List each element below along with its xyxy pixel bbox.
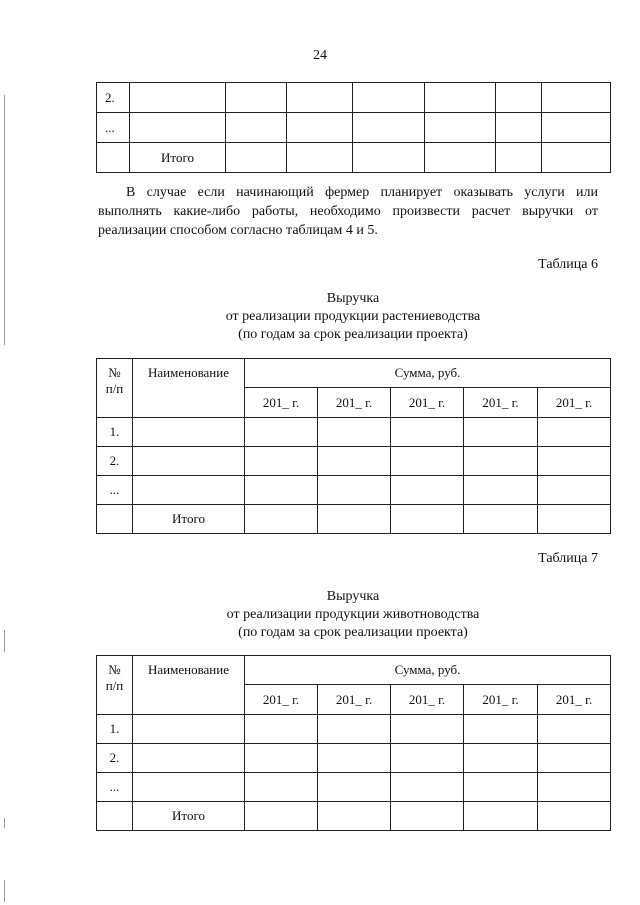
col-number-header [97, 359, 133, 418]
year-header: 201_ г. [538, 685, 611, 715]
row-number: 1. [97, 715, 133, 744]
table6 [96, 358, 611, 534]
year-header: 201_ г. [464, 685, 538, 715]
year-header: 201_ г. [245, 685, 318, 715]
table7-label: Таблица 7 [538, 551, 598, 566]
table6-label: Таблица 6 [538, 257, 598, 272]
scan-edge-mark [4, 630, 5, 652]
year-header: 201_ г. [538, 388, 611, 418]
table-row [97, 113, 611, 143]
table-row [97, 447, 611, 476]
table6-title: Выручка [326, 291, 380, 306]
col-name-header: Наименование [133, 359, 245, 418]
table6-subtitle-1: от реализации продукции растениеводства [225, 309, 481, 324]
table-row [97, 505, 611, 534]
table7-subtitle-2: (по годам за срок реализации проекта) [238, 625, 468, 640]
scan-edge-mark [4, 95, 5, 345]
row-number [97, 802, 133, 831]
col-number-line1: № [108, 365, 121, 380]
row-number: 1. [97, 418, 133, 447]
table6-subtitle-2: (по годам за срок реализации проекта) [238, 327, 468, 342]
row-number: 2. [97, 83, 130, 113]
col-number-line2: п/п [105, 678, 124, 693]
table-row [97, 143, 611, 173]
row-number: ... [97, 476, 133, 505]
year-header: 201_ г. [464, 388, 538, 418]
table-row [97, 802, 611, 831]
table-row [97, 476, 611, 505]
table-row [97, 744, 611, 773]
total-label: Итого [130, 143, 226, 173]
table-row [97, 773, 611, 802]
page-number: 24 [313, 48, 327, 63]
year-header: 201_ г. [318, 388, 391, 418]
col-number-line1: № [108, 662, 121, 677]
table7 [96, 655, 611, 831]
row-number: ... [97, 773, 133, 802]
year-header: 201_ г. [391, 685, 464, 715]
year-header: 201_ г. [391, 388, 464, 418]
total-label: Итого [133, 505, 245, 534]
col-number-line2: п/п [105, 381, 124, 396]
row-number [97, 505, 133, 534]
table7-title: Выручка [326, 589, 380, 604]
year-header: 201_ г. [318, 685, 391, 715]
table-row [97, 83, 611, 113]
table7-heading [96, 588, 610, 642]
row-number [97, 143, 130, 173]
year-header: 201_ г. [245, 388, 318, 418]
row-number: 2. [97, 744, 133, 773]
row-number: 2. [97, 447, 133, 476]
table7-subtitle-1: от реализации продукции животноводства [226, 607, 480, 622]
body-paragraph: В случае если начинающий фермер планирует оказывать услуги или выполнять какие-либо работы, необходимо произвести расчет выручки от реализации способом согласно таблицам 4 и 5. [98, 185, 598, 238]
table-row [97, 418, 611, 447]
table6-heading [96, 290, 610, 344]
scan-edge-mark [4, 818, 5, 828]
total-label: Итого [133, 802, 245, 831]
row-number: ... [97, 113, 130, 143]
col-sum-header: Сумма, руб. [245, 359, 611, 388]
col-sum-header: Сумма, руб. [245, 656, 611, 685]
col-number-header [97, 656, 133, 715]
col-name-header: Наименование [133, 656, 245, 715]
scan-edge-mark [4, 880, 5, 902]
continuation-table [96, 82, 611, 173]
table-row [97, 715, 611, 744]
